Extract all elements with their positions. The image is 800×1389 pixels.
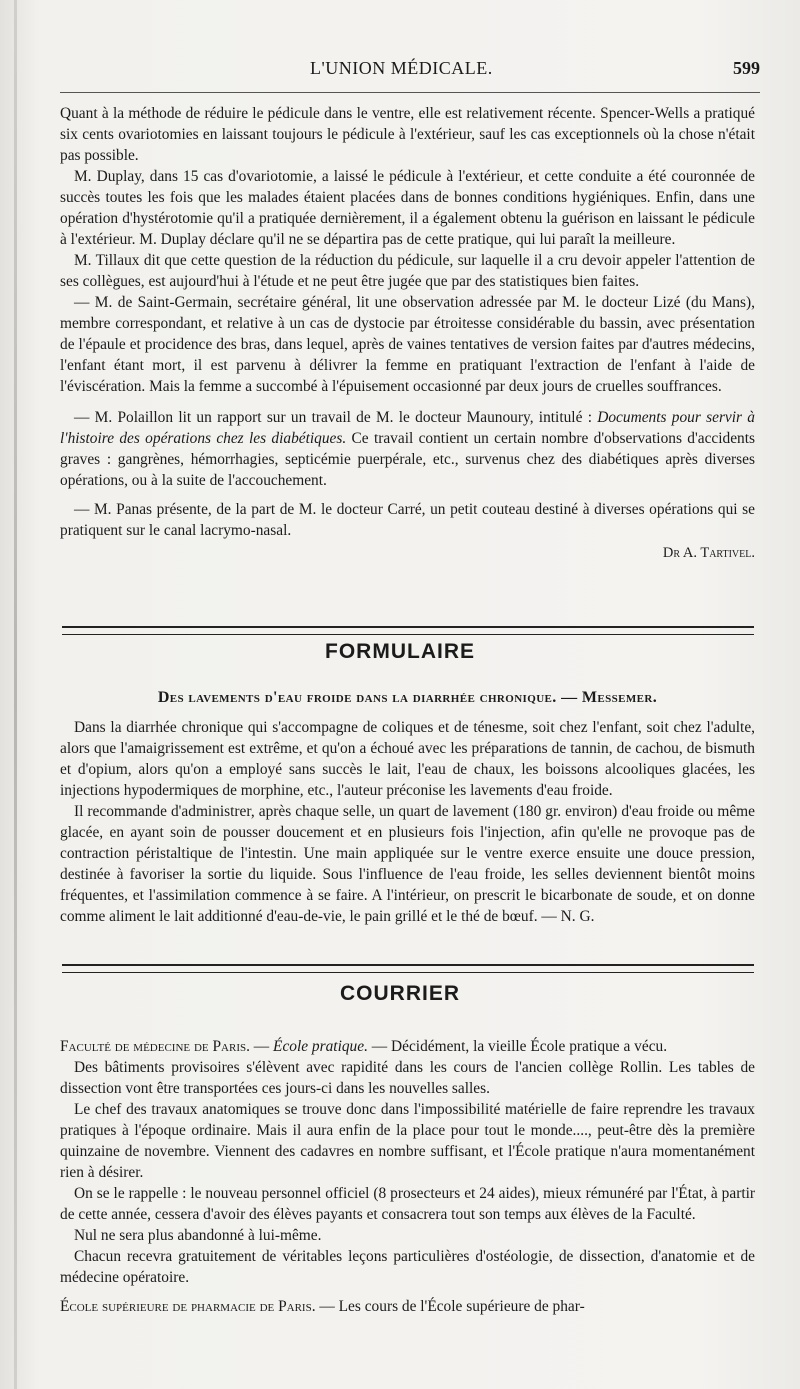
paragraph: M. Duplay, dans 15 cas d'ovariotomie, a laissé le pédicule à l'extérieur, et cette conduite a été couronnée de succès toutes les fois que les malades étaient placées dans de bonnes conditions hygiéniques. Enfin, dans une opération d'hystérotomie qu'il a pratiquée dernièrement, il a également obtenu la guérison en laissant le pédicule à l'extérieur. M. Duplay déclare qu'il ne se départira pas de cette pratique, qui lui paraît la meilleure. [60,168,755,248]
institution-name: Faculté de médecine de Paris. [60,1038,250,1055]
header-rule [60,92,760,93]
section-rule [62,626,754,635]
paragraph: M. Tillaux dit que cette question de la réduction du pédicule, sur laquelle il a cru devoir appeler l'attention de ses collègues, est aujourd'hui à l'étude et ne peut être jugée que par des statistiques bien faites. [60,252,755,290]
text-run: — Décidément, la vieille École pratique a vécu. [367,1038,668,1055]
paragraph: Chacun recevra gratuitement de véritables leçons particulières d'ostéologie, de dissection, d'anatomie et de médecine opératoire. [60,1248,755,1286]
institution-name: École supérieure de pharmacie de Paris. [60,1298,316,1315]
formulaire-subtitle: Des lavements d'eau froide dans la diarrhée chronique. — Messemer. [157,689,658,706]
paragraph [60,1036,755,1057]
page-gutter-shadow [14,0,17,1389]
section-rule [62,964,754,973]
paragraph: Nul ne sera plus abandonné à lui-même. [74,1227,322,1244]
signature-text: Dr A. Tartivel. [662,545,755,561]
paragraph: Il recommande d'administrer, après chaque selle, un quart de lavement (180 gr. environ) d'eau froide ou même glacée, en ayant soin de pousser doucement et en plusieurs fois l'injection, afin qu'elle ne provoque pas de contraction péristaltique de l'intestin. Une main appliquée sur le ventre exerce ensuite une douce pression, destinée à favoriser la sortie du liquide. Sous l'influence de l'eau froide, les selles deviennent bientôt moins fréquentes, et l'assimilation commence à se faire. A l'intérieur, on prescrit le bicarbonate de soude, et on donne comme aliment le lait additionné d'eau-de-vie, le pain grillé et le thé de bœuf. — N. G. [60,803,755,925]
paragraph: — M. de Saint-Germain, secrétaire général, lit une observation adressée par M. le docteur Lizé (du Mans), membre correspondant, et relative à un cas de dystocie par étroitesse considérable du bassin, avec présentation de l'épaule et procidence des bras, dans lequel, après de vaines tentatives de version faites par d'autres médecins, l'enfant étant mort, il est parvenu à délivrer la femme en pratiquant l'extraction de l'enfant à l'aide de l'éviscération. Mais la femme a succombé à l'épuisement occasionné par deux jours de cruelles souffrances. [60,294,755,395]
paragraph [60,407,755,491]
courrier-heading: COURRIER [339,982,460,1005]
society-report-article [60,103,755,564]
page-number: 599 [733,58,760,78]
section-name: École pratique. [273,1038,368,1055]
paragraph: On se le rappelle : le nouveau personnel officiel (8 prosecteurs et 24 aides), mieux rémunéré par l'État, à partir de cette année, cessera d'avoir des élèves payants et consacrera tout son temps aux élèves de la Faculté. [60,1185,755,1223]
running-header [60,58,760,88]
text-run: Ce travail contient un certain nombre d'observations d'accidents graves : gangrènes, hémorrhagies, septicémie puerpérale, etc., survenus chez des diabétiques après diverses opérations, ou à la suite de l'accouchement. [60,430,755,489]
formulaire-heading: FORMULAIRE [325,640,475,663]
work-title: Documents pour servir à l'histoire des opérations chez les diabétiques. [60,409,755,447]
paragraph: Des bâtiments provisoires s'élèvent avec rapidité dans les cours de l'ancien collège Rollin. Les tables de dissection vont être transportées ces jours-ci dans les nouvelles salles. [60,1059,755,1097]
paragraph: Dans la diarrhée chronique qui s'accompagne de coliques et de ténesme, soit chez l'enfant, soit chez l'adulte, alors que l'amaigrissement est extrême, et qu'on a échoué avec les préparations de tannin, de cachou, de bismuth et d'opium, alors qu'on a employé sans succès le lait, l'eau de chaux, les boissons alcooliques glacées, les injections hypodermiques de morphine, etc., l'auteur préconise les lavements d'eau froide. [60,719,755,799]
journal-title: L'UNION MÉDICALE. [310,58,493,78]
text-run: — [249,1038,274,1055]
text-run: — Les cours de l'École supérieure de phar- [315,1298,585,1315]
paragraph [60,1296,755,1317]
courrier-article [60,1036,755,1317]
author-signature [60,543,755,564]
formulaire-article [60,717,755,927]
paragraph: Quant à la méthode de réduire le pédicule dans le ventre, elle est relativement récente. Spencer-Wells a pratiqué six cents ovariotomies en laissant toujours le pédicule à l'extérieur, sauf les cas exceptionnels où la chose n'était pas possible. [60,105,755,164]
paragraph: Le chef des travaux anatomiques se trouve donc dans l'impossibilité matérielle de faire reprendre les travaux pratiques à l'époque ordinaire. Mais il aura enfin de la place pour tout le monde...., peut-être dès la première quinzaine de novembre. Viennent des cadavres en nombre suffisant, et l'École pratique n'aura momentanément rien à désirer. [60,1101,755,1181]
paragraph: — M. Panas présente, de la part de M. le docteur Carré, un petit couteau destiné à diverses opérations qui se pratiquent sur le canal lacrymo-nasal. [60,501,755,539]
text-run: — M. Polaillon lit un rapport sur un travail de M. le docteur Maunoury, intitulé : [74,409,598,426]
